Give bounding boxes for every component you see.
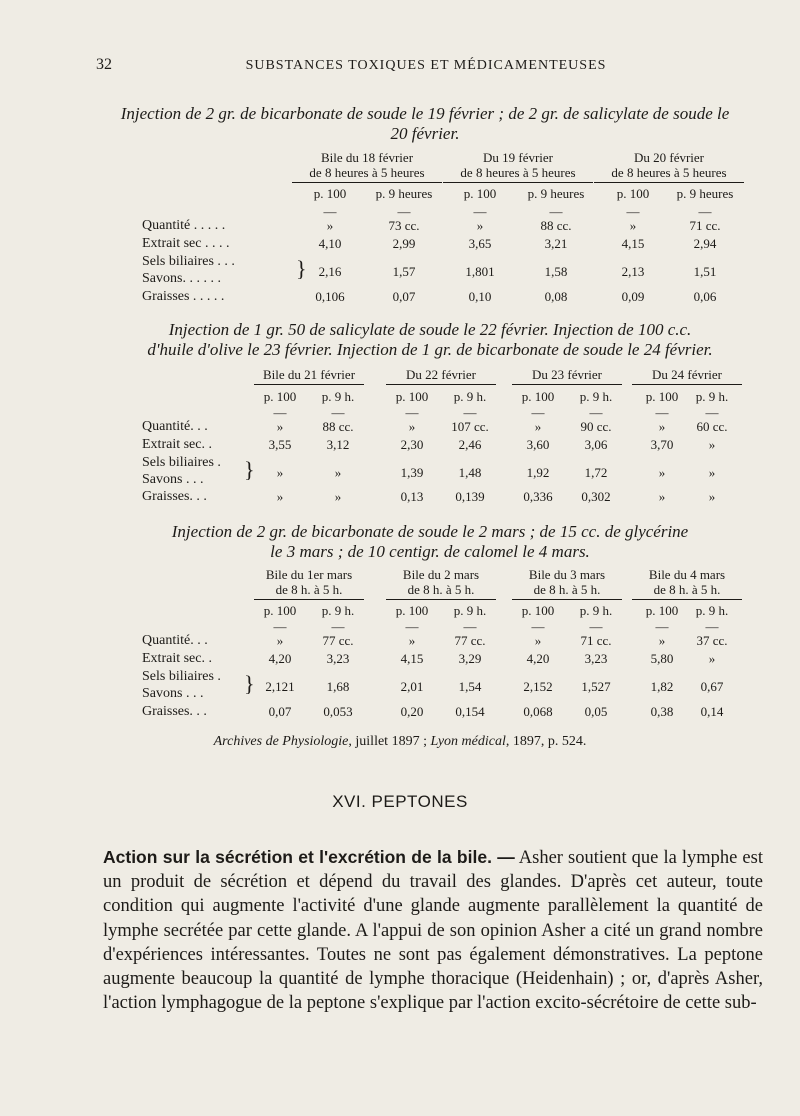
table-cell: » (658, 489, 666, 504)
column-dash: — (626, 204, 640, 219)
table-cell: 3,29 (458, 651, 482, 666)
table-cell: 0,08 (544, 289, 568, 304)
column-dash: — (705, 619, 719, 634)
column-subheader: p. 9 h. (695, 389, 729, 404)
column-subheader: p. 100 (463, 186, 497, 201)
table-cell: 37 cc. (696, 633, 728, 648)
table-cell: 2,46 (458, 437, 482, 452)
table-cell: 0,06 (693, 289, 717, 304)
table-cell: 3,21 (544, 236, 568, 251)
column-dash: — (655, 405, 669, 420)
table-cell: 0,09 (621, 289, 645, 304)
row-label: Extrait sec. . (142, 437, 212, 452)
table-cell-merged: 2,121 (265, 678, 295, 694)
table-cell: 0,07 (268, 704, 292, 719)
table-cell: » (326, 218, 334, 233)
table-cell: 3,70 (650, 437, 674, 452)
running-title: SUBSTANCES TOXIQUES ET MÉDICAMENTEUSES (245, 58, 607, 73)
table-cell: 73 cc. (388, 218, 420, 233)
table-cell: 107 cc. (451, 419, 489, 434)
brace-symbol: } (296, 255, 307, 281)
table-cell: 71 cc. (689, 218, 721, 233)
row-label: Sels biliaires . . . (142, 254, 235, 269)
table-cell: 3,55 (268, 437, 292, 452)
column-dash: — (698, 204, 712, 219)
column-group-header (632, 567, 742, 600)
table-caption (110, 522, 750, 562)
row-label: Graisses. . . (142, 489, 207, 504)
column-subheader: p. 9 heures (375, 186, 433, 201)
row-label: Graisses. . . (142, 704, 207, 719)
table-cell: 88 cc. (540, 218, 572, 233)
table-cell: 0,13 (400, 489, 424, 504)
group-title: Du 22 février (405, 367, 477, 382)
column-group-header (254, 567, 364, 600)
source-date-1: , juillet 1897 ; (348, 734, 431, 749)
table-cell: 4,20 (268, 651, 292, 666)
column-dash: — (531, 405, 545, 420)
table-cell: 3,23 (584, 651, 608, 666)
column-subheader: p. 9 h. (453, 603, 487, 618)
table-cell-merged: 2,13 (621, 263, 645, 279)
table-cell: 88 cc. (322, 419, 354, 434)
group-period: de 8 h. à 5 h. (653, 582, 721, 597)
column-subheader: p. 100 (645, 389, 679, 404)
caption-line: Injection de 1 gr. 50 de salicylate de soude le 22 février. Injection de 100 c.c. (168, 320, 692, 339)
column-dash: — (463, 405, 477, 420)
table-cell: 3,12 (326, 437, 350, 452)
group-title: Bile du 1er mars (265, 567, 353, 582)
table-cell-merged: 1,801 (465, 263, 495, 279)
table-cell-merged: » (334, 464, 342, 480)
table-cell: 0,053 (323, 704, 353, 719)
table-cell: 90 cc. (580, 419, 612, 434)
source-citation (0, 734, 800, 750)
table-cell: 4,10 (318, 236, 342, 251)
table-cell: 3,65 (468, 236, 492, 251)
table-cell: 5,80 (650, 651, 674, 666)
table-cell-merged: 1,527 (581, 678, 611, 694)
table-cell-merged: » (276, 464, 284, 480)
table-cell: 0,38 (650, 704, 674, 719)
group-period: de 8 h. à 5 h. (275, 582, 343, 597)
column-dash: — (331, 619, 345, 634)
source-journal-2: Lyon médical (430, 734, 506, 749)
caption-line: d'huile d'olive le 23 février. Injection de 1 gr. de bicarbonate de soude le 24 février. (147, 340, 713, 359)
table-cell: 71 cc. (580, 633, 612, 648)
column-dash: — (549, 204, 563, 219)
column-dash: — (589, 405, 603, 420)
table-cell: 0,068 (523, 704, 553, 719)
table-cell: » (408, 419, 416, 434)
column-subheader: p. 100 (263, 389, 297, 404)
column-group-header (512, 567, 622, 600)
caption-line: le 3 mars ; de 10 centigr. de calomel le 4 mars. (270, 542, 590, 561)
table-cell-merged: 1,51 (693, 263, 717, 279)
column-dash: — (655, 619, 669, 634)
table-cell: » (276, 419, 284, 434)
table-cell-merged: 2,16 (318, 263, 342, 279)
data-table (0, 367, 800, 527)
page-number: 32 (96, 56, 112, 73)
row-label: Savons. . . . . . (142, 271, 221, 286)
column-subheader: p. 100 (395, 603, 429, 618)
row-label: Sels biliaires . (142, 455, 221, 470)
row-label: Extrait sec. . (142, 651, 212, 666)
brace-symbol: } (244, 670, 255, 696)
table-cell: » (629, 218, 637, 233)
group-title: Bile du 2 mars (402, 567, 480, 582)
column-subheader: p. 100 (263, 603, 297, 618)
group-title: Bile du 18 février (320, 150, 414, 165)
column-group-header (512, 367, 622, 385)
table-cell: » (408, 633, 416, 648)
column-group-header (632, 367, 742, 385)
table-caption (100, 320, 760, 360)
table-cell: 4,15 (621, 236, 645, 251)
table-cell: » (334, 489, 342, 504)
row-label: Savons . . . (142, 472, 204, 487)
column-subheader: p. 9 h. (695, 603, 729, 618)
table-cell: 2,99 (392, 236, 416, 251)
table-cell: » (708, 437, 716, 452)
column-dash: — (473, 204, 487, 219)
row-label: Extrait sec . . . . (142, 236, 230, 251)
column-dash: — (531, 619, 545, 634)
table-cell: 0,302 (581, 489, 611, 504)
table-cell: 0,05 (584, 704, 608, 719)
column-dash: — (405, 619, 419, 634)
caption-line: Injection de 2 gr. de bicarbonate de soude le 2 mars ; de 15 cc. de glycérine (171, 522, 689, 541)
column-group-header (254, 367, 364, 385)
table-cell: 4,15 (400, 651, 424, 666)
column-dash: — (463, 619, 477, 634)
table-cell: » (708, 489, 716, 504)
table-cell: 0,07 (392, 289, 416, 304)
table-cell: 77 cc. (454, 633, 486, 648)
body-paragraph (103, 845, 763, 1015)
row-label: Graisses . . . . . (142, 289, 225, 304)
data-table (0, 567, 800, 727)
row-label: Quantité. . . (142, 633, 208, 648)
column-subheader: p. 9 heures (527, 186, 585, 201)
brace-symbol: } (244, 456, 255, 482)
paragraph-lead: Action sur la sécrétion et l'excrétion de la bile. — (103, 847, 515, 867)
table-cell: 4,20 (526, 651, 550, 666)
group-title: Bile du 4 mars (648, 567, 726, 582)
row-label: Quantité. . . (142, 419, 208, 434)
table-cell-merged: 1,82 (650, 678, 674, 694)
table-cell: 0,20 (400, 704, 424, 719)
column-subheader: p. 100 (521, 389, 555, 404)
table-cell-merged: 1,39 (400, 464, 424, 480)
group-title: Du 23 février (531, 367, 603, 382)
column-subheader: p. 100 (313, 186, 347, 201)
table-cell: » (476, 218, 484, 233)
table-cell-merged: 1,54 (458, 678, 482, 694)
source-journal: Archives de Physiologie (213, 734, 349, 749)
column-group-header (292, 150, 442, 183)
column-subheader: p. 100 (395, 389, 429, 404)
table-cell: 0,336 (523, 489, 553, 504)
column-subheader: p. 100 (645, 603, 679, 618)
group-title: Du 20 février (633, 150, 705, 165)
table-cell: 0,10 (468, 289, 492, 304)
table-cell: 0,154 (455, 704, 485, 719)
table-caption (90, 104, 760, 144)
row-label: Quantité . . . . . (142, 218, 226, 233)
page-header (96, 56, 756, 80)
column-dash: — (705, 405, 719, 420)
column-subheader: p. 9 h. (453, 389, 487, 404)
caption-line: Injection de 2 gr. de bicarbonate de soude le 19 février ; de 2 gr. de salicylate de soude le (120, 104, 730, 123)
table-cell-merged: » (658, 464, 666, 480)
table-cell: 0,106 (315, 289, 345, 304)
column-subheader: p. 100 (521, 603, 555, 618)
row-label: Sels biliaires . (142, 669, 221, 684)
table-cell: 77 cc. (322, 633, 354, 648)
group-period: de 8 heures à 5 heures (460, 165, 576, 180)
table-cell-merged: 1,48 (458, 464, 482, 480)
source-date-2: , 1897, p. 524. (505, 734, 587, 749)
column-group-header (386, 367, 496, 385)
column-subheader: p. 9 heures (676, 186, 734, 201)
column-dash: — (273, 619, 287, 634)
table-cell: 3,06 (584, 437, 608, 452)
table-cell: 3,23 (326, 651, 350, 666)
group-title: Du 19 février (482, 150, 554, 165)
table-cell-merged: 2,01 (400, 678, 424, 694)
table-cell: » (276, 489, 284, 504)
row-label: Savons . . . (142, 686, 204, 701)
table-cell-merged: 1,58 (544, 263, 568, 279)
column-group-header (386, 567, 496, 600)
column-dash: — (323, 204, 337, 219)
table-cell: 0,14 (700, 704, 724, 719)
column-subheader: p. 100 (616, 186, 650, 201)
column-group-header (443, 150, 593, 183)
column-dash: — (397, 204, 411, 219)
column-dash: — (589, 619, 603, 634)
group-period: de 8 h. à 5 h. (533, 582, 601, 597)
caption-line: 20 février. (390, 124, 460, 143)
table-cell-merged: 1,92 (526, 464, 550, 480)
group-period: de 8 heures à 5 heures (309, 165, 425, 180)
column-subheader: p. 9 h. (579, 603, 613, 618)
group-title: Du 24 février (651, 367, 723, 382)
table-cell-merged: 1,72 (584, 464, 608, 480)
table-cell-merged: 1,68 (326, 678, 350, 694)
section-title: XVI. PEPTONES (332, 792, 468, 811)
group-title: Bile du 3 mars (528, 567, 606, 582)
table-cell: 60 cc. (696, 419, 728, 434)
table-cell-merged: 2,152 (523, 678, 553, 694)
table-cell: » (534, 633, 542, 648)
table-cell: » (534, 419, 542, 434)
column-subheader: p. 9 h. (321, 603, 355, 618)
table-cell-merged: » (708, 464, 716, 480)
group-period: de 8 h. à 5 h. (407, 582, 475, 597)
paragraph-text: Asher soutient que la lymphe est un produit de sécrétion et dépend du travail des glandes. D'après cet auteur, toute condition qui augmente l'activité d'une glande augmente parallèlement la quantité de lymphe secrétée par cette glande. A l'appui de son opinion Asher a cité un grand nombre d'expériences intéressantes. Toutes ne sont pas également démonstratives. La peptone augmente beaucoup la quantité de lymphe thoracique (Heidenhain) ; or, d'après Asher, l'action lymphagogue de la peptone s'explique par l'action excito-sécrétoire de cette sub- (103, 848, 763, 1014)
data-table (0, 150, 800, 310)
group-period: de 8 heures à 5 heures (611, 165, 727, 180)
column-group-header (594, 150, 744, 183)
table-cell: » (658, 419, 666, 434)
column-dash: — (331, 405, 345, 420)
table-cell: 0,139 (455, 489, 485, 504)
table-cell: » (658, 633, 666, 648)
column-subheader: p. 9 h. (579, 389, 613, 404)
table-cell-merged: 1,57 (392, 263, 416, 279)
group-title: Bile du 21 février (262, 367, 356, 382)
table-cell: » (708, 651, 716, 666)
table-cell-merged: 0,67 (700, 678, 724, 694)
column-dash: — (273, 405, 287, 420)
table-cell: 2,94 (693, 236, 717, 251)
table-cell: 3,60 (526, 437, 550, 452)
column-subheader: p. 9 h. (321, 389, 355, 404)
table-cell: 2,30 (400, 437, 424, 452)
column-dash: — (405, 405, 419, 420)
table-cell: » (276, 633, 284, 648)
